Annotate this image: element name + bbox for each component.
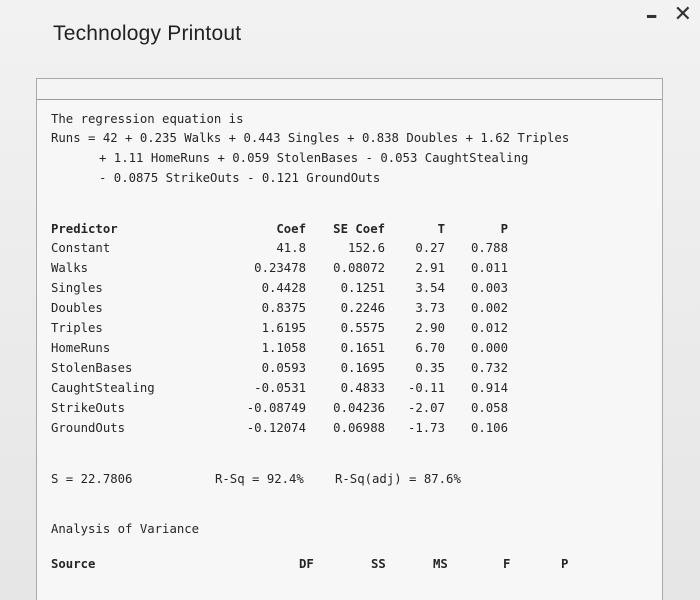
anova-header-p: P [561,557,569,571]
predictor-name: GroundOuts [51,421,126,435]
predictor-name: Constant [51,241,111,255]
predictor-name: Singles [51,281,103,295]
table-row [37,341,662,361]
p-value: 0.788 [470,241,508,255]
se-coef-value: 0.1251 [340,281,385,295]
close-icon[interactable]: ✕ [673,2,692,27]
table-row [37,281,662,301]
t-value: 0.27 [415,241,445,255]
coef-value: 0.0593 [261,361,306,375]
coef-value: 1.6195 [261,321,306,335]
printout-header-bar [37,79,662,100]
header-coef: Coef [276,222,306,236]
se-coef-value: 0.1695 [340,361,385,375]
anova-header-f: F [503,557,511,571]
anova-header-source: Source [51,557,96,571]
coef-value: 41.8 [276,241,306,255]
table-row [37,361,662,381]
coef-value: -0.0531 [254,381,306,395]
t-value: 6.70 [415,341,445,355]
t-value: -0.11 [407,381,445,395]
table-row [37,381,662,401]
p-value: 0.914 [470,381,508,395]
predictor-name: CaughtStealing [51,381,155,395]
p-value: 0.011 [470,261,508,275]
coef-value: -0.12074 [246,421,306,435]
anova-header-df: DF [299,557,314,571]
coef-value: 1.1058 [261,341,306,355]
table-row [37,241,662,261]
t-value: 0.35 [415,361,445,375]
anova-header-ms: MS [433,557,448,571]
regression-line-3: - 0.0875 StrikeOuts - 0.121 GroundOuts [99,171,381,185]
regression-intro: The regression equation is [51,112,244,126]
coef-value: 0.8375 [261,301,306,315]
coef-value: 0.4428 [261,281,306,295]
se-coef-value: 0.1651 [340,341,385,355]
stat-r-sq-adj: R-Sq(adj) = 87.6% [335,472,461,486]
technology-printout-panel [36,78,663,600]
coef-value: 0.23478 [254,261,306,275]
t-value: 2.90 [415,321,445,335]
p-value: 0.012 [470,321,508,335]
predictor-name: HomeRuns [51,341,111,355]
p-value: 0.002 [470,301,508,315]
anova-table-header [37,557,662,577]
coef-table-header [37,222,662,242]
anova-header-ss: SS [371,557,386,571]
table-row [37,261,662,281]
se-coef-value: 0.4833 [340,381,385,395]
stat-r-sq: R-Sq = 92.4% [215,472,304,486]
t-value: -2.07 [407,401,445,415]
p-value: 0.058 [470,401,508,415]
header-predictor: Predictor [51,222,118,236]
coef-value: -0.08749 [246,401,306,415]
t-value: 3.73 [415,301,445,315]
table-row [37,421,662,441]
predictor-name: Triples [51,321,103,335]
p-value: 0.106 [470,421,508,435]
se-coef-value: 0.08072 [333,261,385,275]
p-value: 0.000 [470,341,508,355]
t-value: 2.91 [415,261,445,275]
se-coef-value: 0.5575 [340,321,385,335]
predictor-name: Doubles [51,301,103,315]
table-row [37,321,662,341]
se-coef-value: 0.2246 [340,301,385,315]
predictor-name: StrikeOuts [51,401,126,415]
p-value: 0.003 [470,281,508,295]
regression-line-1: Runs = 42 + 0.235 Walks + 0.443 Singles + 0.838 Doubles + 1.62 Triples [51,131,570,145]
anova-title: Analysis of Variance [51,522,200,536]
se-coef-value: 0.06988 [333,421,385,435]
predictor-name: Walks [51,261,89,275]
t-value: -1.73 [407,421,445,435]
stat-s: S = 22.7806 [51,472,133,486]
page-title: Technology Printout [53,22,242,45]
header-p: P [500,222,508,236]
header-t: T [437,222,445,236]
minimize-icon[interactable]: – [645,1,658,29]
table-row [37,401,662,421]
se-coef-value: 0.04236 [333,401,385,415]
window-controls [645,1,692,29]
t-value: 3.54 [415,281,445,295]
se-coef-value: 152.6 [347,241,385,255]
table-row [37,301,662,321]
p-value: 0.732 [470,361,508,375]
regression-line-2: + 1.11 HomeRuns + 0.059 StolenBases - 0.053 CaughtStealing [99,151,529,165]
predictor-name: StolenBases [51,361,133,375]
header-se-coef: SE Coef [333,222,385,236]
